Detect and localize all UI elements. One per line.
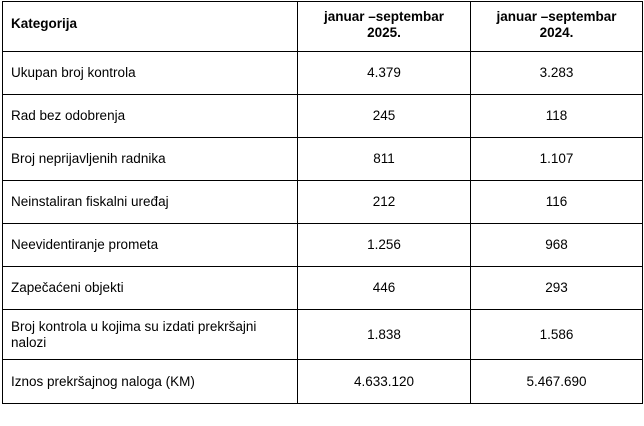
value-2025: 245 — [298, 95, 471, 138]
value-2024: 3.283 — [471, 52, 643, 95]
value-2024: 1.586 — [471, 310, 643, 360]
value-2025: 446 — [298, 267, 471, 310]
row-label: Ukupan broj kontrola — [3, 52, 298, 95]
header-period-2024: januar –septembar 2024. — [471, 2, 643, 52]
row-label: Iznos prekršajnog naloga (KM) — [3, 360, 298, 404]
table-row — [3, 95, 643, 138]
value-2024: 1.107 — [471, 138, 643, 181]
table-row — [3, 360, 643, 404]
statistics-table-wrapper — [2, 1, 643, 404]
value-2024: 116 — [471, 181, 643, 224]
table-row — [3, 224, 643, 267]
table-row — [3, 138, 643, 181]
header-period-2025: januar –septembar 2025. — [298, 2, 471, 52]
row-label: Neevidentiranje prometa — [3, 224, 298, 267]
table-row — [3, 181, 643, 224]
row-label: Neinstaliran fiskalni uređaj — [3, 181, 298, 224]
table-header-row — [3, 2, 643, 52]
value-2024: 968 — [471, 224, 643, 267]
table-row — [3, 310, 643, 360]
table-row — [3, 267, 643, 310]
value-2025: 1.838 — [298, 310, 471, 360]
row-label: Broj kontrola u kojima su izdati prekršajni nalozi — [3, 310, 298, 360]
value-2025: 811 — [298, 138, 471, 181]
value-2025: 4.633.120 — [298, 360, 471, 404]
statistics-table — [2, 1, 643, 404]
row-label: Rad bez odobrenja — [3, 95, 298, 138]
value-2024: 5.467.690 — [471, 360, 643, 404]
value-2024: 293 — [471, 267, 643, 310]
value-2025: 1.256 — [298, 224, 471, 267]
value-2025: 4.379 — [298, 52, 471, 95]
value-2024: 118 — [471, 95, 643, 138]
row-label: Zapečaćeni objekti — [3, 267, 298, 310]
table-row — [3, 52, 643, 95]
value-2025: 212 — [298, 181, 471, 224]
row-label: Broj neprijavljenih radnika — [3, 138, 298, 181]
header-category: Kategorija — [3, 2, 298, 52]
